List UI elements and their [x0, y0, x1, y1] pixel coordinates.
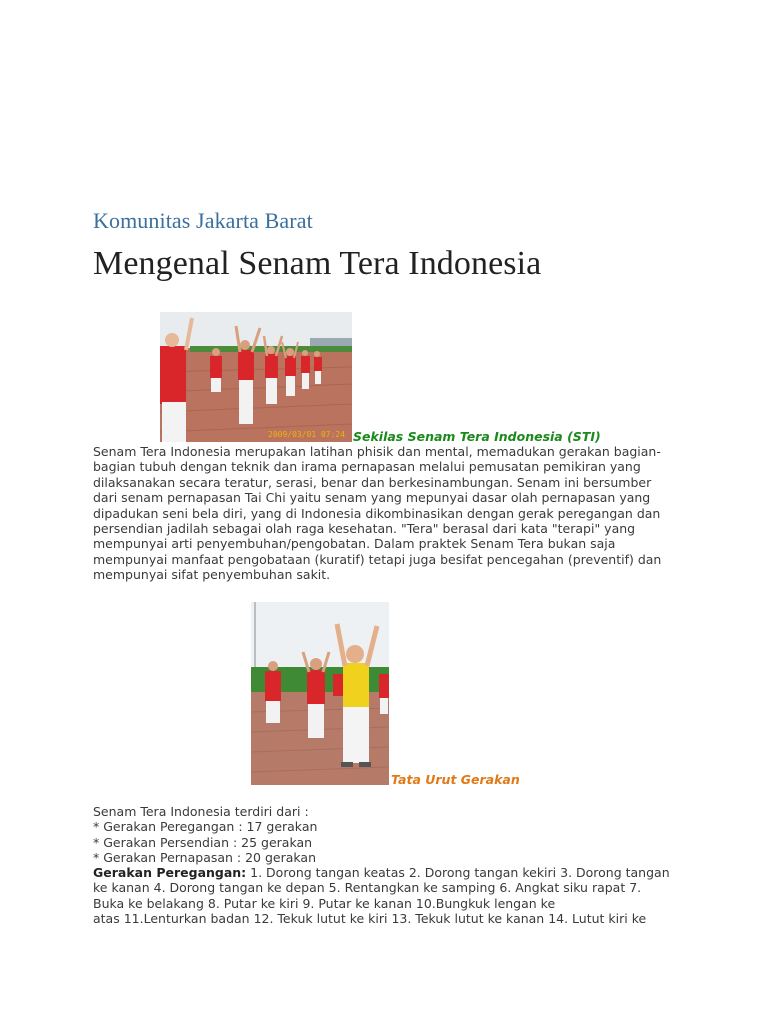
page-title: Mengenal Senam Tera Indonesia	[93, 245, 542, 282]
stretch-line: Buka ke belakang 8. Putar ke kiri 9. Putar ke kanan 10.Bungkuk lengan ke	[93, 895, 556, 911]
list-item: * Gerakan Persendian : 25 gerakan	[93, 834, 313, 850]
instructor-illustration	[251, 602, 389, 785]
group-exercise-photo	[160, 312, 352, 442]
list-intro: Senam Tera Indonesia terdiri dari :	[93, 804, 309, 819]
instructor-photo	[251, 602, 389, 785]
stretch-line: atas 11.Lenturkan badan 12. Tekuk lutut ke kiri 13. Tekuk lutut ke kanan 14. Lutut kiri ke	[93, 911, 647, 927]
stretch-text: 1. Dorong tangan keatas 2. Dorong tangan kekiri 3. Dorong tangan	[246, 865, 670, 881]
stretch-line: ke kanan 4. Dorong tangan ke depan 5. Rentangkan ke samping 6. Angkat siku rapat 7.	[93, 880, 642, 896]
photo-timestamp: 2009/03/01 07:24	[268, 430, 346, 439]
list-item: * Gerakan Pernapasan : 20 gerakan	[93, 849, 317, 865]
movement-list	[93, 804, 678, 926]
intro-paragraph-text: Senam Tera Indonesia merupakan latihan phisik dan mental, memadukan gerakan bagian-bagian tubuh dengan teknik dan irama pernapasan melalui pemusatan pemikiran yang dilaksanakan secara teratur, serasi, benar dan berkesinambungan. Senam ini bersumber dari senam pernapasan Tai Chi yaitu senam yang mepunyai dasar olah pernapasan yang dipadukan seni bela diri, yang di Indonesia dikombinasikan dengan gerak peregangan dan persendian jadilah sebagai olah raga kesehatan. "Tera" berasal dari kata "terapi" yang mempunyai arti penyembuhan/pengobatan. Dalam praktek Senam Tera bukan saja mempunyai manfaat pengobataan (kuratif) tetapi juga besifat pencegahan (preventif) dan mempunyai sifat penyembuhan sakit.	[93, 444, 662, 583]
section-caption-sti: Sekilas Senam Tera Indonesia (STI)	[353, 429, 601, 444]
community-label: Komunitas Jakarta Barat	[93, 208, 313, 233]
stretch-label: Gerakan Peregangan:	[93, 865, 247, 881]
section-caption-tata-urut: Tata Urut Gerakan	[391, 772, 520, 787]
list-item: * Gerakan Peregangan : 17 gerakan	[93, 819, 318, 835]
group-exercise-illustration	[160, 312, 352, 442]
intro-paragraph	[93, 444, 678, 583]
stretch-line	[93, 865, 678, 880]
